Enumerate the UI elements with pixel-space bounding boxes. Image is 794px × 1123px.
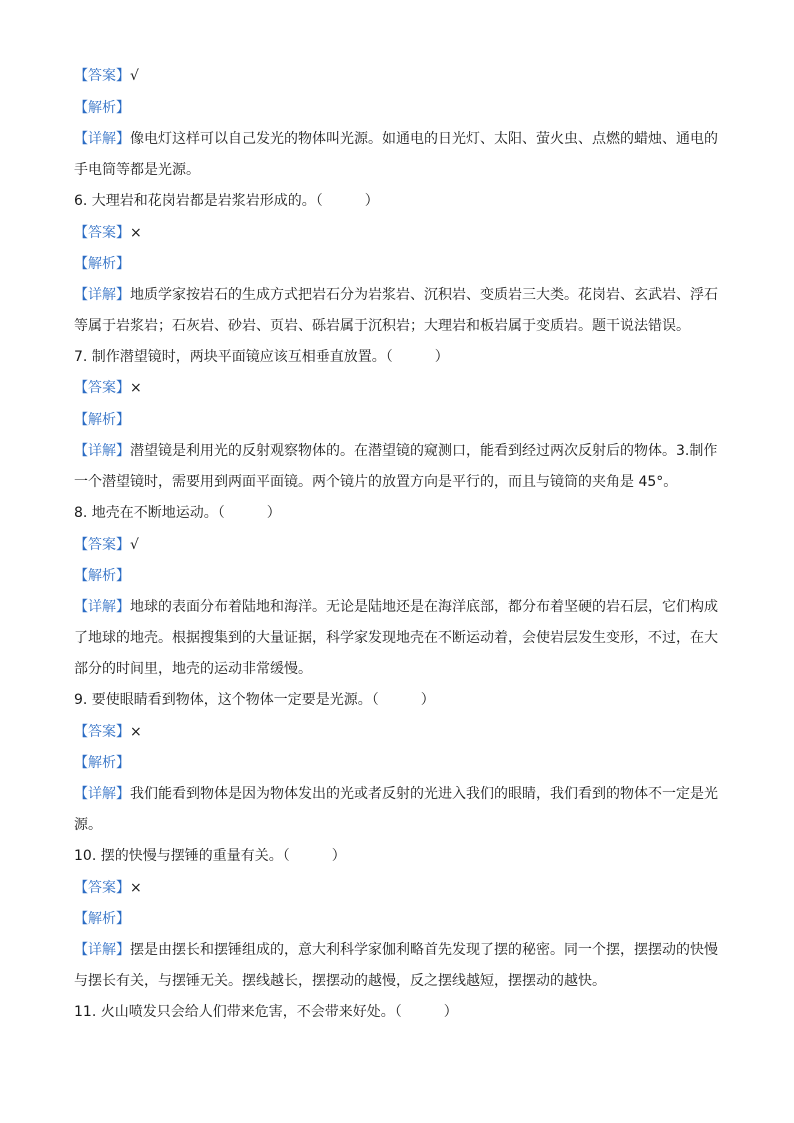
answer-line [74, 223, 724, 243]
detail-paragraph [74, 124, 724, 186]
question-line: 6. 大理岩和花岗岩都是岩浆岩形成的。（ ） [74, 193, 379, 209]
detail-tag: 【详解】 [74, 131, 130, 147]
analysis-tag: 【解析】 [74, 100, 130, 116]
detail-tag: 【详解】 [74, 287, 130, 303]
analysis-line [74, 410, 724, 430]
analysis-line [74, 566, 724, 586]
answer-text: √ [130, 537, 139, 553]
answer-line [74, 722, 724, 742]
detail-text: 摆是由摆长和摆锤组成的，意大利科学家伽利略首先发现了摆的秘密。同一个摆，摆摆动的快慢与摆长有关，与摆锤无关。摆线越长，摆摆动的越慢，反之摆线越短，摆摆动的越快。 [74, 942, 718, 989]
question-line: 7. 制作潜望镜时，两块平面镜应该互相垂直放置。（ ） [74, 349, 449, 365]
analysis-line [74, 753, 724, 773]
answer-tag: 【答案】 [74, 68, 130, 84]
answer-tag: 【答案】 [74, 880, 130, 896]
answer-tag: 【答案】 [74, 724, 130, 740]
answer-tag: 【答案】 [74, 537, 130, 553]
detail-paragraph [74, 436, 724, 498]
answer-text: × [130, 880, 142, 896]
answer-text: × [130, 225, 142, 241]
detail-tag: 【详解】 [74, 443, 130, 459]
answer-tag: 【答案】 [74, 380, 130, 396]
answer-text: × [130, 380, 142, 396]
detail-text: 我们能看到物体是因为物体发出的光或者反射的光进入我们的眼睛，我们看到的物体不一定是光源。 [74, 786, 718, 833]
analysis-tag: 【解析】 [74, 755, 130, 771]
analysis-tag: 【解析】 [74, 568, 130, 584]
detail-text: 潜望镜是利用光的反射观察物体的。在潜望镜的窥测口，能看到经过两次反射后的物体。3.制作一个潜望镜时，需要用到两面平面镜。两个镜片的放置方向是平行的，而且与镜筒的夹角是 45°。 [74, 443, 718, 490]
question-line: 11. 火山喷发只会给人们带来危害，不会带来好处。（ ） [74, 1004, 458, 1020]
analysis-tag: 【解析】 [74, 412, 130, 428]
detail-tag: 【详解】 [74, 942, 130, 958]
detail-text: 像电灯这样可以自己发光的物体叫光源。如通电的日光灯、太阳、萤火虫、点燃的蜡烛、通电的手电筒等都是光源。 [74, 131, 718, 178]
answer-line [74, 535, 724, 555]
question-line: 9. 要使眼睛看到物体，这个物体一定要是光源。（ ） [74, 692, 435, 708]
detail-text: 地质学家按岩石的生成方式把岩石分为岩浆岩、沉积岩、变质岩三大类。花岗岩、玄武岩、浮石等属于岩浆岩；石灰岩、砂岩、页岩、砾岩属于沉积岩；大理岩和板岩属于变质岩。题干说法错误。 [74, 287, 718, 334]
detail-paragraph [74, 592, 724, 685]
answer-line [74, 66, 724, 86]
question-line: 8. 地壳在不断地运动。（ ） [74, 505, 281, 521]
detail-paragraph [74, 280, 724, 342]
question-line: 10. 摆的快慢与摆锤的重量有关。（ ） [74, 848, 346, 864]
detail-paragraph [74, 935, 724, 997]
analysis-line [74, 254, 724, 274]
answer-text: × [130, 724, 142, 740]
answer-line [74, 878, 724, 898]
answer-line [74, 378, 724, 398]
analysis-tag: 【解析】 [74, 911, 130, 927]
analysis-tag: 【解析】 [74, 256, 130, 272]
analysis-line [74, 909, 724, 929]
detail-paragraph [74, 779, 724, 841]
detail-text: 地球的表面分布着陆地和海洋。无论是陆地还是在海洋底部，都分布着坚硬的岩石层，它们构成了地球的地壳。根据搜集到的大量证据，科学家发现地壳在不断运动着，会使岩层发生变形，不过，在大部分的时间里，地壳的运动非常缓慢。 [74, 599, 718, 677]
answer-tag: 【答案】 [74, 225, 130, 241]
detail-tag: 【详解】 [74, 786, 130, 802]
answer-text: √ [130, 68, 139, 84]
analysis-line [74, 98, 724, 118]
detail-tag: 【详解】 [74, 599, 130, 615]
